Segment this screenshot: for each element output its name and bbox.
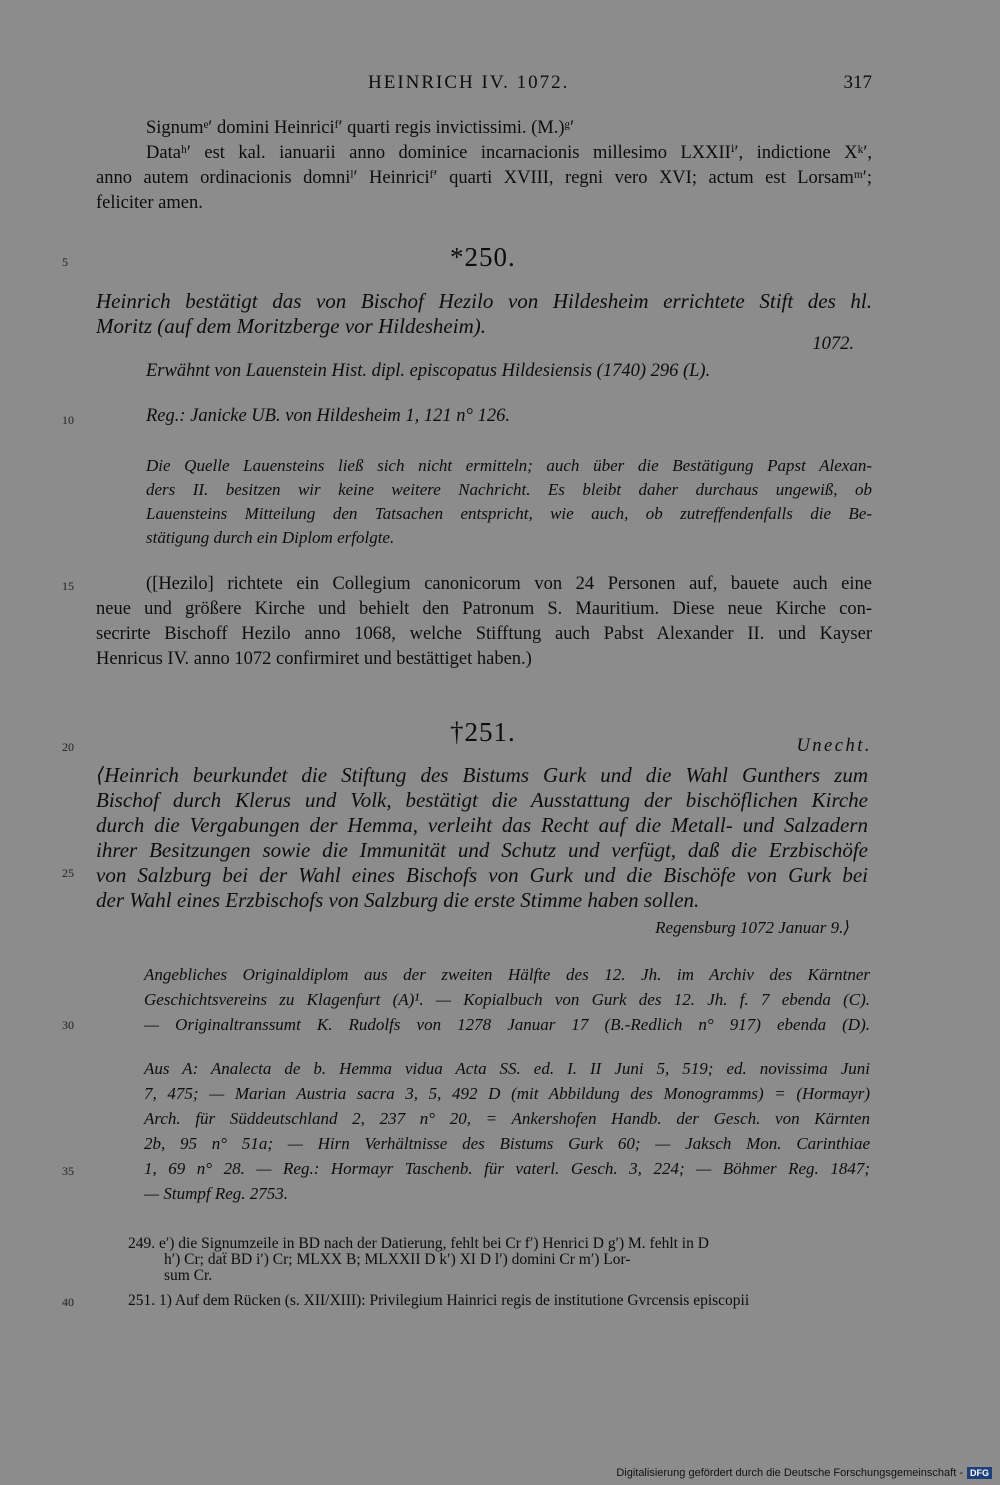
note-250-line4: stätigung durch ein Diplom erfolgte. <box>146 528 395 547</box>
date-251: Regensburg 1072 Januar 9.⟩ <box>655 918 850 937</box>
editions-251-line2: 7, 475; — Marian Austria sacra 3, 5, 492 D (mit Abbildung des Monogramms) = (Hormayr) <box>144 1084 870 1103</box>
note-250-line3: Lauensteins Mitteilung den Tatsachen entspricht, wie auch, ob zutreffendenfalls die Be- <box>146 504 872 523</box>
editions-251-line6: — Stumpf Reg. 2753. <box>144 1184 289 1203</box>
sources-251-line3: — Originaltranssumt K. Rudolfs von 1278 Januar 17 (B.-Redlich n° 917) ebenda (D). <box>144 1015 870 1034</box>
document-number-251: †251. <box>450 717 516 747</box>
status-unecht: Unecht. <box>796 736 872 756</box>
line-number: 15 <box>62 579 74 593</box>
quote-250-line2: neue und größere Kirche und behielt den Patronum S. Mauritium. Diese neue Kirche con- <box>96 599 872 619</box>
line-number: 20 <box>62 740 74 754</box>
editions-251-line1: Aus A: Analecta de b. Hemma vidua Acta SS. ed. I. II Juni 5, 519; ed. novissima Juni <box>144 1059 870 1078</box>
funding-text: Digitalisierung gefördert durch die Deutsche Forschungsgemeinschaft - <box>616 1466 963 1479</box>
editions-251-line4: 2b, 95 n° 51a; — Hirn Verhältnisse des Bistums Gurk 60; — Jaksch Mon. Carinthiae <box>144 1134 870 1153</box>
quote-250-line4: Henricus IV. anno 1072 confirmiret und bestättiget haben.) <box>96 649 532 669</box>
dfg-logo-icon: DFG <box>967 1467 992 1479</box>
mention-250: Erwähnt von Lauenstein Hist. dipl. episcopatus Hildesiensis (1740) 296 (L). <box>146 361 711 381</box>
quote-250-line1: ([Hezilo] richtete ein Collegium canonicorum von 24 Personen auf, bauete auch eine <box>146 574 872 594</box>
sources-251-line1: Angebliches Originaldiplom aus der zweiten Hälfte des 12. Jh. im Archiv des Kärntner <box>144 965 870 984</box>
note-250-line1: Die Quelle Lauensteins ließ sich nicht ermitteln; auch über die Bestätigung Papst Alexan- <box>146 456 872 475</box>
footnote-251: 251. 1) Auf dem Rücken (s. XII/XIII): Privilegium Hainrici regis de institutione Gvrcensis episcopii <box>128 1292 750 1309</box>
signum-line: Signumᵉ′ domini Heinriciᶠ′ quarti regis invictissimi. (M.)ᵍ′ <box>146 118 575 138</box>
feliciter-line: feliciter amen. <box>96 193 203 213</box>
document-number-250: *250. <box>450 242 516 272</box>
regest-title-251-line6: der Wahl eines Erzbischofs von Salzburg die erste Stimme haben sollen. <box>96 888 700 912</box>
line-number: 30 <box>62 1018 74 1032</box>
line-number: 10 <box>62 413 74 427</box>
quote-250-line3: secrirte Bischoff Hezilo anno 1068, welche Stifftung auch Pabst Alexander II. und Kayser <box>96 624 872 644</box>
regesta-250: Reg.: Janicke UB. von Hildesheim 1, 121 n° 126. <box>146 406 510 426</box>
regest-title-250-line1: Heinrich bestätigt das von Bischof Hezilo von Hildesheim errichtete Stift des hl. <box>96 289 872 313</box>
line-number: 5 <box>62 255 68 269</box>
regest-title-250-line2: Moritz (auf dem Moritzberge vor Hildesheim). <box>96 314 486 338</box>
regest-title-251-line4: ihrer Besitzungen sowie die Immunität und Schutz und verfügt, daß die Erzbischöfe <box>96 838 868 862</box>
footnote-249-line3: sum Cr. <box>164 1267 213 1284</box>
ordinacion-line: anno autem ordinacionis domniˡ′ Heinriciᶠ′ quarti XVIII, regni vero XVI; actum est Lorsamᵐ′; <box>96 168 872 188</box>
running-title: HEINRICH IV. 1072. <box>368 72 570 93</box>
footnote-249-line1: 249. e′) die Signumzeile in BD nach der Datierung, fehlt bei Cr f′) Henrici D g′) M. fehlt in D <box>128 1235 709 1252</box>
line-number: 40 <box>62 1295 74 1309</box>
line-number: 35 <box>62 1164 74 1178</box>
regest-title-251-line1: ⟨Heinrich beurkundet die Stiftung des Bistums Gurk und die Wahl Gunthers zum <box>96 763 868 787</box>
line-number: 25 <box>62 866 74 880</box>
funding-footer <box>616 1467 992 1479</box>
footnote-249-line2: h′) Cr; daẗ BD i′) Cr; MLXX B; MLXXII D k′) XI D l′) domini Cr m′) Lor- <box>164 1251 631 1268</box>
regest-title-251-line3: durch die Vergabungen der Hemma, verleiht das Recht auf die Metall- und Salzadern <box>96 813 868 837</box>
regest-title-251-line2: Bischof durch Klerus und Volk, bestätigt die Ausstattung der bischöflichen Kirche <box>96 788 868 812</box>
page-number: 317 <box>843 72 872 93</box>
data-line: Dataʰ′ est kal. ianuarii anno dominice incarnacionis millesimo LXXIIⁱ′, indictione Xᵏ′, <box>146 143 872 163</box>
regest-title-251-line5: von Salzburg bei der Wahl eines Bischofs von Gurk und die Bischöfe von Gurk bei <box>96 863 868 887</box>
editions-251-line5: 1, 69 n° 28. — Reg.: Hormayr Taschenb. für vaterl. Gesch. 3, 224; — Böhmer Reg. 1847; <box>144 1159 870 1178</box>
sources-251-line2: Geschichtsvereins zu Klagenfurt (A)¹. — Kopialbuch von Gurk des 12. Jh. f. 7 ebenda (C). <box>144 990 870 1009</box>
editions-251-line3: Arch. für Süddeutschland 2, 237 n° 20, = Ankershofen Handb. der Gesch. von Kärnten <box>144 1109 870 1128</box>
note-250-line2: ders II. besitzen wir keine weitere Nachricht. Es bleibt daher durchaus ungewiß, ob <box>146 480 872 499</box>
date-250: 1072. <box>812 334 854 354</box>
